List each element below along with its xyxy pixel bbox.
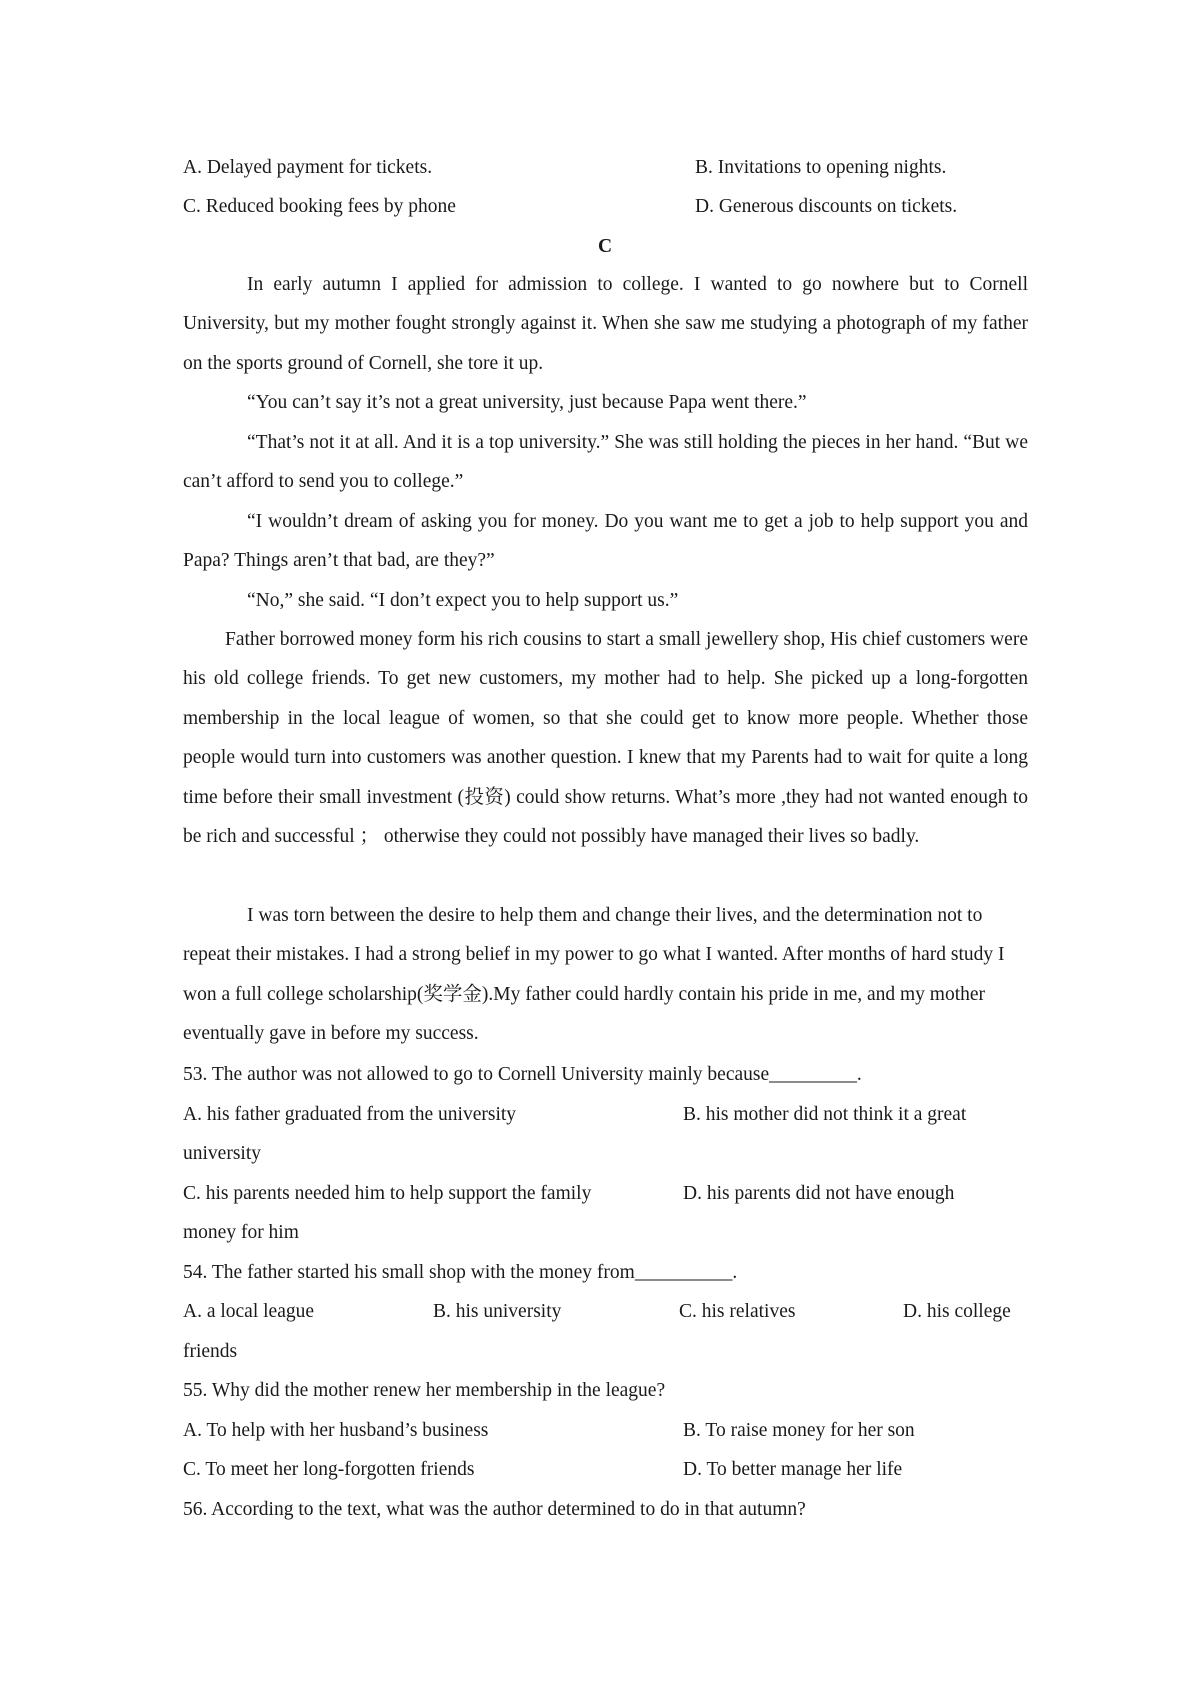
passage-paragraph-6: Father borrowed money form his rich cousins to start a small jewellery shop, His chief customers were his old college friends. To get new customers, my mother had to help. She picked up a long-forgotten membership in the local league of women, so that she could get to know more people. Whether those people would turn into customers was another question. I knew that my Parents had to wait for quite a long time before their small investment (投资) could show returns. What’s more ,they had not wanted enough to be rich and successful ； otherwise they could not possibly have managed their lives so badly.	[183, 629, 1028, 848]
question-54-stem: 54. The father started his small shop with the money from__________.	[183, 1262, 738, 1283]
question-53-option-b: B. his mother did not think it a great	[683, 1104, 967, 1125]
question-54-option-d: D. his college	[903, 1301, 1011, 1322]
passage-paragraph-2: “You can’t say it’s not a great university, just because Papa went there.”	[247, 392, 807, 413]
section-heading: C	[597, 236, 613, 257]
question-55-option-a: A. To help with her husband’s business	[183, 1420, 489, 1441]
prev-option-c: C. Reduced booking fees by phone	[183, 196, 456, 217]
question-54-option-b: B. his university	[433, 1301, 562, 1322]
question-55-option-c: C. To meet her long-forgotten friends	[183, 1459, 475, 1480]
question-53-option-c: C. his parents needed him to help support the family	[183, 1183, 592, 1204]
passage-paragraph-7: I was torn between the desire to help them and change their lives, and the determination not to repeat their mistakes. I had a strong belief in my power to go what I wanted. After months of hard study I won a full college scholarship(奖学金).My father could hardly contain his pride in me, and my mother eventually gave in before my success.	[183, 905, 1005, 1045]
question-55-option-d: D. To better manage her life	[683, 1459, 903, 1480]
question-53-option-d-continued: money for him	[183, 1222, 299, 1243]
question-53-option-b-continued: university	[183, 1143, 261, 1164]
passage-paragraph-4: “I wouldn’t dream of asking you for money. Do you want me to get a job to help support you and Papa? Things aren’t that bad, are they?”	[183, 511, 1028, 572]
prev-option-a: A. Delayed payment for tickets.	[183, 157, 433, 178]
passage-paragraph-3: “That’s not it at all. And it is a top university.” She was still holding the pieces in her hand. “But we can’t afford to send you to college.”	[183, 432, 1028, 493]
passage-paragraph-5: “No,” she said. “I don’t expect you to help support us.”	[247, 590, 679, 611]
question-54-option-c: C. his relatives	[679, 1301, 796, 1322]
prev-option-b: B. Invitations to opening nights.	[695, 157, 947, 178]
question-54-option-d-continued: friends	[183, 1341, 238, 1362]
question-53-option-a: A. his father graduated from the university	[183, 1104, 517, 1125]
question-54-option-a: A. a local league	[183, 1301, 315, 1322]
question-55-option-b: B. To raise money for her son	[683, 1420, 915, 1441]
question-53-option-d: D. his parents did not have enough	[683, 1183, 955, 1204]
passage-paragraph-1: In early autumn I applied for admission to college. I wanted to go nowhere but to Cornell University, but my mother fought strongly against it. When she saw me studying a photograph of my father on the sports ground of Cornell, she tore it up.	[183, 274, 1028, 374]
question-56-stem: 56. According to the text, what was the author determined to do in that autumn?	[183, 1499, 806, 1520]
question-55-stem: 55. Why did the mother renew her membership in the league?	[183, 1380, 666, 1401]
prev-option-d: D. Generous discounts on tickets.	[695, 196, 958, 217]
question-53-stem: 53. The author was not allowed to go to Cornell University mainly because_________.	[183, 1064, 862, 1085]
